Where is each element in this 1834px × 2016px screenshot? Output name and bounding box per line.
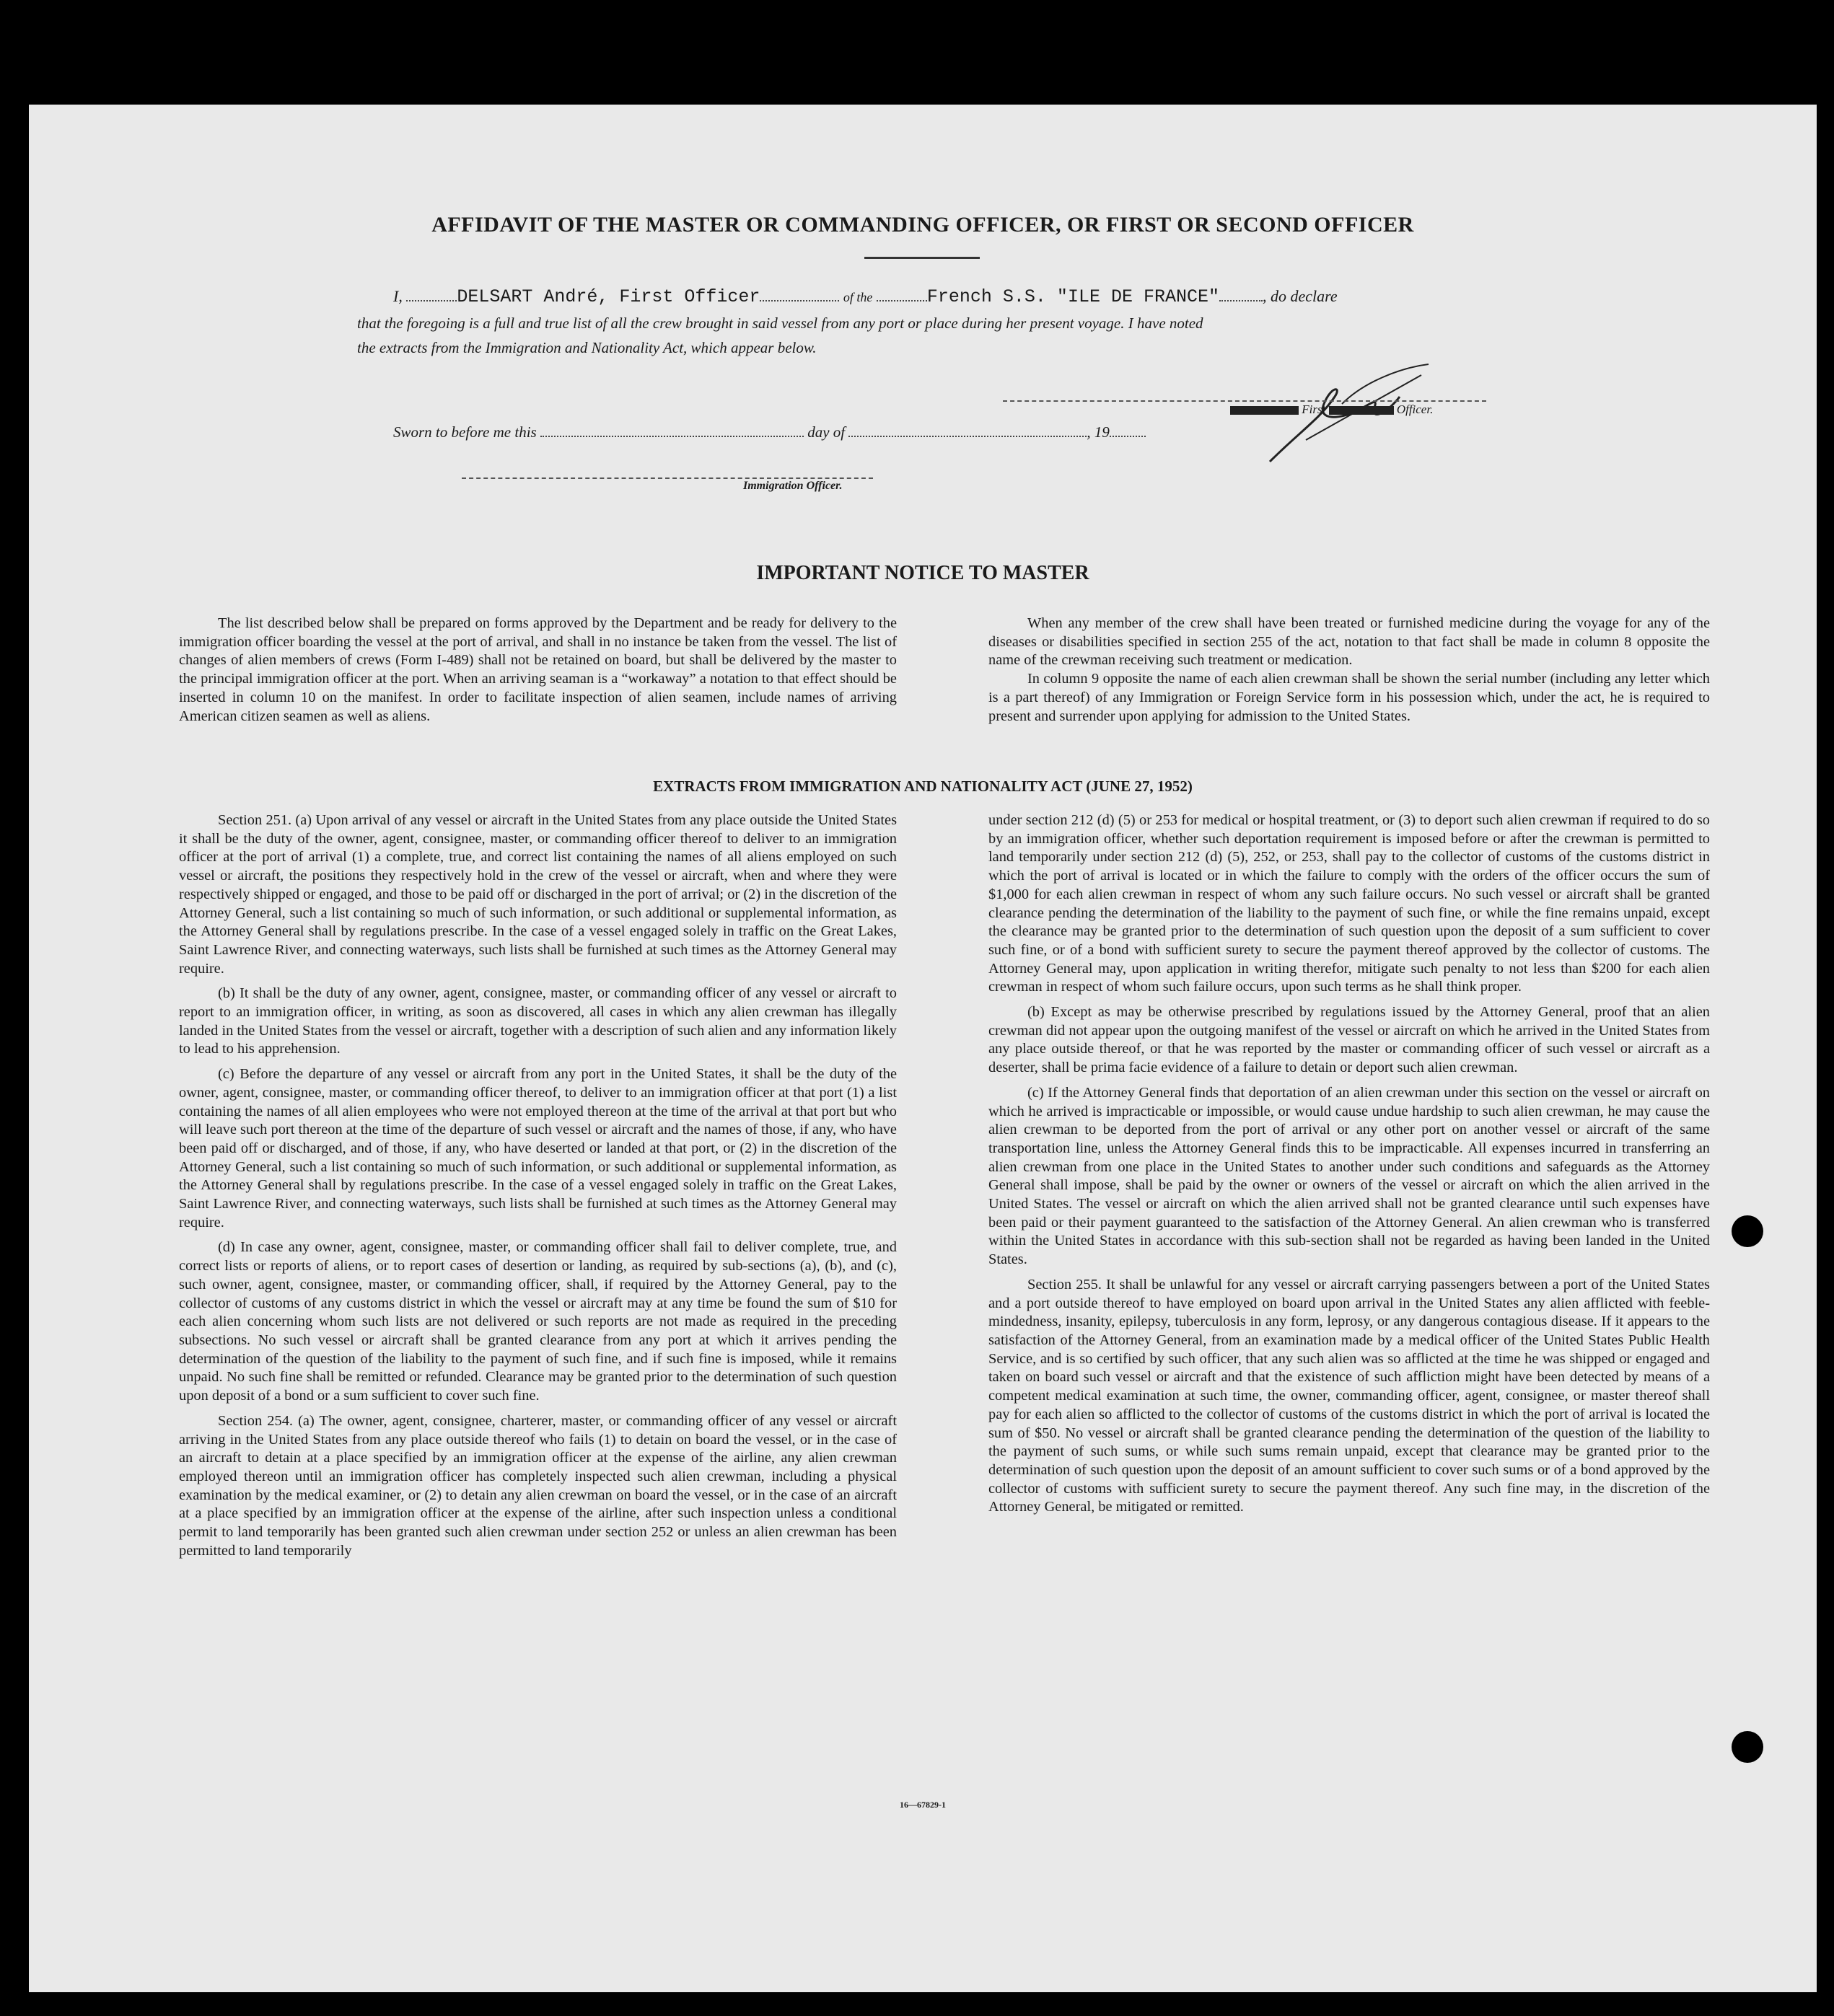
immigration-officer-label: Immigration Officer. [743, 480, 843, 492]
sworn-line [393, 420, 1146, 444]
extracts-heading: EXTRACTS FROM IMMIGRATION AND NATIONALITY ACT (JUNE 27, 1952) [653, 778, 1193, 795]
officer-caption-suffix: Officer. [1396, 402, 1434, 416]
declaration-line-3: the extracts from the Immigration and Nationality Act, which appear below. [357, 339, 817, 356]
notice-right-paragraph-2: In column 9 opposite the name of each alien crewman shall be shown the serial number (including any letter which is a part thereof) of any Immigration or Foreign Service form in his possession which, under the act, he is required to present and surrender upon applying for admission to the United States. [988, 671, 1710, 724]
section-251c: (c) Before the departure of any vessel or aircraft from any port in the United States, it shall be the duty of the owner, agent, consignee, master, or commanding officer thereof, to deliver to an immigration officer at that port (1) a list containing the names of all alien employees who were not employed thereon at the time of the arrival at that port but who will leave such port thereon at the time of the departure of such vessel or aircraft and the names of those, if any, who have been paid off or discharged, and of those, if any, who have deserted or landed at that port, or (2) in the discretion of the Attorney General, such a list containing so much of such information, or such additional or supplemental information, as the Attorney General shall by regulations prescribe. In the case of a vessel engaged solely in traffic on the Great Lakes, Saint Lawrence River, and connecting waterways, such lists shall be furnished at such times as the Attorney General may require. [179, 1066, 897, 1231]
section-254b: (b) Except as may be otherwise prescribed by regulations issued by the Attorney General, proof that an alien crewman did not appear upon the outgoing manifest of the vessel or aircraft on which he arrived in the United States from any place outside thereof, or that he was reported by the master or commanding officer of such vessel or aircraft as a deserter, shall be prima facie evidence of a failure to detain or deport such alien crewman. [988, 1004, 1710, 1076]
notice-right-column [988, 615, 1710, 726]
vessel-name: French S.S. "ILE DE FRANCE" [926, 286, 1219, 307]
officer-signature [1255, 353, 1443, 498]
day-of-label: day of [807, 423, 846, 441]
i-label: I, [393, 287, 403, 305]
leader-dots [540, 420, 804, 437]
declarant-name: DELSART André, First Officer [457, 286, 760, 307]
extracts-right-column [988, 811, 1710, 1523]
year-prefix: , 19 [1087, 423, 1110, 441]
section-251d: (d) In case any owner, agent, consignee, master, or commanding officer shall fail to deliver complete, true, and correct lists or reports of aliens, or to report cases of desertion or landing, as required by sub-sections (a), (b), and (c), such owner, agent, consignee, master, or commanding officer, shall, if required by the Attorney General, pay to the collector of customs of any customs district in which the vessel or aircraft may at any time be found the sum of $10 for each alien concerning whom such lists are not delivered or such reports are not made as required in the preceding subsections. No such vessel or aircraft shall be granted clearance from any port at which it arrives pending the determination of the question of the liability to the payment of such fine, and if such fine is imposed, while it remains unpaid. No such fine shall be remitted or refunded. Clearance may be granted prior to the determination of such question upon deposit of a bond or a sum sufficient to cover such fine. [179, 1239, 897, 1404]
hole-punch [1732, 1215, 1763, 1247]
leader-dots [406, 284, 457, 301]
declaration-line-2: that the foregoing is a full and true list of all the crew brought in said vessel from any port or place during her present voyage. I have noted [357, 314, 1203, 332]
extracts-left-column [179, 811, 897, 1567]
leader-dots [1219, 284, 1263, 301]
notice-heading: IMPORTANT NOTICE TO MASTER [756, 562, 1089, 584]
sworn-label: Sworn to before me this [393, 423, 537, 441]
hole-punch [1732, 1731, 1763, 1763]
leader-dots [1110, 420, 1146, 437]
officer-caption-prefix: First [1302, 402, 1326, 416]
section-254a: Section 254. (a) The owner, agent, consignee, charterer, master, or commanding officer of any vessel or aircraft arriving in the United States from any place outside thereof who fails (1) to detain on board the vessel, or in the case of an aircraft to detain at a place specified by an immigration officer at the expense of the airline, any alien crewman employed thereon until an immigration officer has completely inspected such alien crewman, including a physical examination by the medical examiner, or (2) to detain any alien crewman on board the vessel, or in the case of an aircraft at a place specified by an immigration officer at the expense of the airline, after such inspection unless a conditional permit to land temporarily has been granted such alien crewman under section 252 or unless an alien crewman has been permitted to land temporarily [179, 1412, 897, 1559]
form-number: 16—67829-1 [900, 1800, 946, 1810]
notice-right-paragraph-1: When any member of the crew shall have been treated or furnished medicine during the voyage for any of the diseases or disabilities specified in section 255 of the act, notation to that fact shall be made in column 8 opposite the name of the crewman receiving such treatment or medication. [988, 615, 1710, 669]
section-251b: (b) It shall be the duty of any owner, agent, consignee, master, or commanding officer of any vessel or aircraft to report to an immigration officer, in writing, as soon as discovered, all cases in which any alien crewman has illegally landed in the United States from the vessel or aircraft, together with a description of such alien and any information likely to lead to his apprehension. [179, 985, 897, 1057]
struck-text [1230, 406, 1299, 415]
struck-text [1329, 406, 1394, 415]
leader-dots [848, 420, 1087, 437]
declaration-line-1 [393, 284, 1519, 309]
section-254a-continued: under section 212 (d) (5) or 253 for medical or hospital treatment, or (3) to deport such alien crewman if required to do so by an immigration officer, whether such deportation requirement is imposed before or after the crewman is permitted to land temporarily under section 212 (d) (5), 252, or 253, shall pay to the collector of customs of the customs district in which the port of arrival is located or in which the failure to comply with the orders of the officer occurs the sum of $1,000 for each alien crewman in respect of whom any such failure occurs. No such vessel or aircraft shall be granted clearance pending the determination of the liability to the payment of such fine, or while the fine remains unpaid, except the clearance may be granted prior to the determination of such question upon the deposit of a sum sufficient to cover such fine, or of a bond with sufficient surety to secure the payment thereof approved by the collector of customs. The Attorney General may, upon application in writing therefor, mitigate such penalty to not less than $200 for each alien crewman in respect of whom such failure occurs, upon such terms as he shall think proper. [988, 812, 1710, 995]
do-declare-label: , do declare [1262, 287, 1338, 305]
document-page [29, 105, 1817, 1992]
officer-caption [1230, 402, 1433, 417]
of-the-label: of the [843, 290, 873, 304]
section-251a: Section 251. (a) Upon arrival of any vessel or aircraft in the United States from any place outside the United States it shall be the duty of the owner, agent, consignee, master, or commanding officer thereof to deliver to an immigration officer at the port of arrival (1) a complete, true, and correct list containing the names of all aliens employed on such vessel or aircraft, the positions they respectively hold in the crew of the vessel or aircraft, when and where they were respectively shipped or engaged, and those to be paid off or discharged in the port of arrival; or (2) in the discretion of the Attorney General, such a list containing so much of such information, or such additional or supplemental information, as the Attorney General shall by regulations prescribe. In the case of a vessel engaged solely in traffic on the Great Lakes, Saint Lawrence River, and connecting waterways, such lists shall be furnished at such times as the Attorney General may require. [179, 812, 897, 977]
leader-dots [760, 284, 839, 301]
leader-dots [877, 284, 927, 301]
affidavit-title: AFFIDAVIT OF THE MASTER OR COMMANDING OFFICER, OR FIRST OR SECOND OFFICER [431, 213, 1414, 237]
section-255: Section 255. It shall be unlawful for any vessel or aircraft carrying passengers between a port of the United States and a port outside thereof to have employed on board upon arrival in the United States any alien afflicted with feeble-mindedness, insanity, epilepsy, tuberculosis in any form, leprosy, or any dangerous contagious disease. If it appears to the satisfaction of the Attorney General, from an examination made by a medical officer of the United States Public Health Service, and is so certified by such officer, that any such alien was so afflicted at the time he was shipped or engaged and taken on board such vessel or aircraft and that the existence of such affliction might have been detected by means of a competent medical examination at such time, the owner, commanding officer, agent, consignee, or master thereof shall pay for each alien so afflicted to the collector of customs of the customs district in which the port of arrival is located the sum of $50. No vessel or aircraft shall be granted clearance pending the determination of the question of the liability to the payment of such sums, or while such sums remain unpaid, except that clearance may be granted prior to the determination of such question upon the deposit of an amount sufficient to cover such sums or of a bond approved by the collector of customs with sufficient surety to secure the payment thereof. Any such fine may, in the discretion of the Attorney General, be mitigated or remitted. [988, 1276, 1710, 1515]
notice-left-paragraph: The list described below shall be prepared on forms approved by the Department and be ready for delivery to the immigration officer boarding the vessel at the port of arrival, and shall in no instance be taken from the vessel. The list of changes of alien members of crews (Form I-489) shall not be retained on board, but shall be delivered by the master to the principal immigration officer at the port. When an arriving seaman is a “workaway” a notation to that effect should be inserted in column 10 on the manifest. In order to facilitate inspection of alien seamen, include names of arriving American citizen seamen as well as aliens. [179, 615, 897, 724]
section-254c: (c) If the Attorney General finds that deportation of an alien crewman under this section on the vessel or aircraft on which he arrived is impracticable or impossible, or would cause undue hardship to such alien crewman, he may cause the alien crewman to be deported from the port of arrival or any other port on another vessel or aircraft of the same transportation line, unless the Attorney General finds this to be impracticable. All expenses incurred in transferring an alien crewman from one place in the United States to another under such conditions and safeguards as the Attorney General shall impose, shall be paid by the owner or owners of the vessel or aircraft on which the alien arrived in the United States. The vessel or aircraft on which the alien arrived shall not be granted clearance until such expenses have been paid or their payment guaranteed to the satisfaction of the Attorney General. An alien crewman who is transferred within the United States in accordance with this sub-section shall not be regarded as having been landed in the United States. [988, 1084, 1710, 1268]
title-underline [864, 257, 980, 259]
immigration-officer-line [462, 477, 873, 479]
signature-line [1003, 400, 1486, 402]
